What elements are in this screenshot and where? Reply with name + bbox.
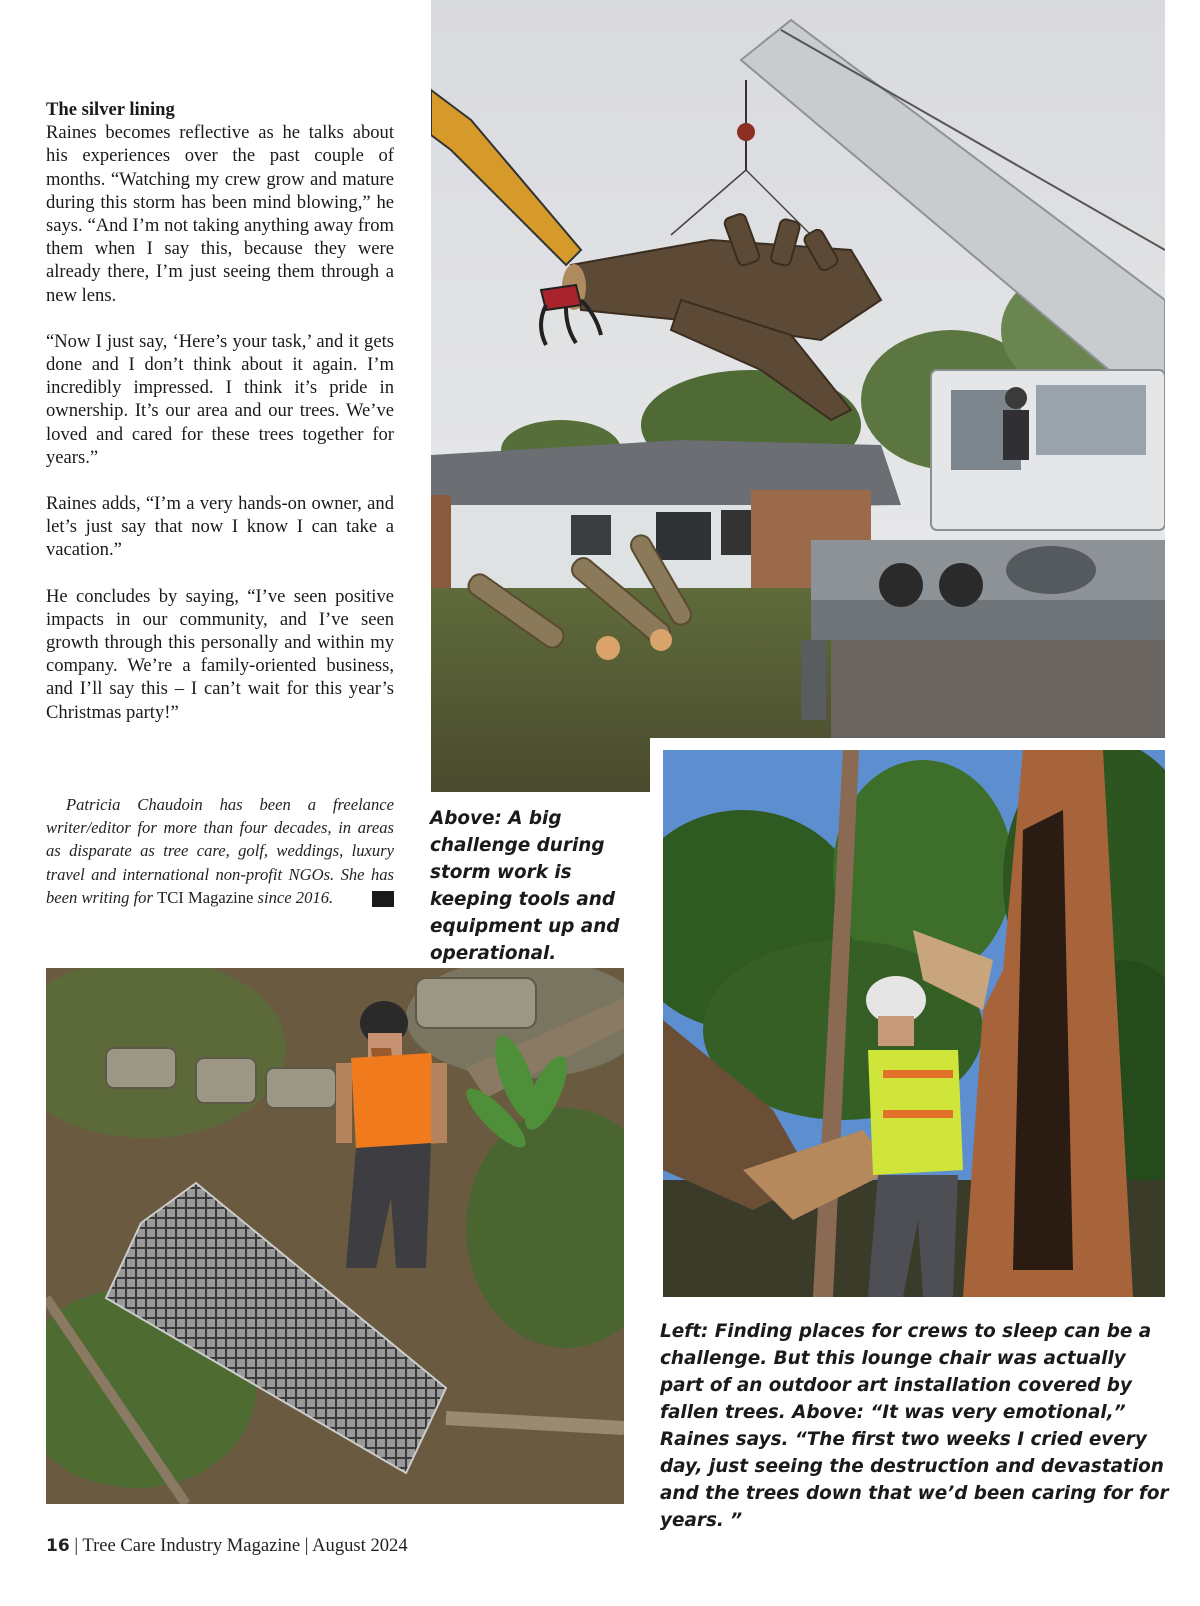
bio-magazine-name: TCI Magazine (157, 887, 254, 907)
lounge-chair-photo (46, 968, 624, 1504)
footer-separator: | (300, 1535, 313, 1556)
paragraph: He concludes by saying, “I’ve seen positive impacts in our community, and I’ve seen growth through this personally and within my company. We’re a family-oriented business, and I’ll say this – I can’t wait for this year’s Christmas party!” (46, 585, 394, 723)
publication-name: Tree Care Industry Magazine (82, 1535, 301, 1556)
issue-date: August 2024 (312, 1535, 408, 1556)
author-bio (46, 793, 394, 909)
footer-separator: | (69, 1535, 83, 1556)
bio-text-1: Patricia Chaudoin has been a freelance writer/editor for more than four decades, in areas as disparate as tree care, golf, weddings, luxury travel and international non-profit NGOs. She has been writing for (46, 795, 394, 907)
crane-photo (431, 0, 1165, 792)
paragraph: “Now I just say, ‘Here’s your task,’ and it gets done and I don’t think about it again. I’m incredibly impressed. I think it’s pride in ownership. It’s our area and our trees. We’ve loved and cared for these trees together for years.” (46, 330, 394, 468)
paragraph: Raines becomes reflective as he talks about his experiences over the past couple of months. “Watching my crew grow and mature during this storm has been mind blowing,” he says. “And I’m not taking anything away from them when I say this, because they were already there, I’m just seeing them through a new lens. (46, 122, 394, 306)
paragraph: Raines adds, “I’m a very hands-on owner, and let’s just say that now I know I can take a vacation.” (46, 493, 394, 561)
end-mark (372, 891, 394, 907)
article-body (46, 98, 394, 747)
section-heading: The silver lining (46, 99, 175, 120)
combined-caption: Left: Finding places for crews to sleep can be a challenge. But this lounge chair was actually part of an outdoor art installation covered by fallen trees. Above: “It was very emotional,” Raines says. “The first two weeks I cried every day, just seeing the destruction and devastation and the trees down that we’d been caring for for years. ” (660, 1321, 1169, 1531)
bio-text-2: since 2016. (253, 887, 334, 907)
storm-damage-photo (663, 750, 1165, 1297)
page-number: 16 (46, 1536, 70, 1556)
crane-caption: Above: A big challenge during storm work is keeping tools and equipment up and operational. (430, 808, 620, 964)
page-footer (46, 1535, 408, 1557)
